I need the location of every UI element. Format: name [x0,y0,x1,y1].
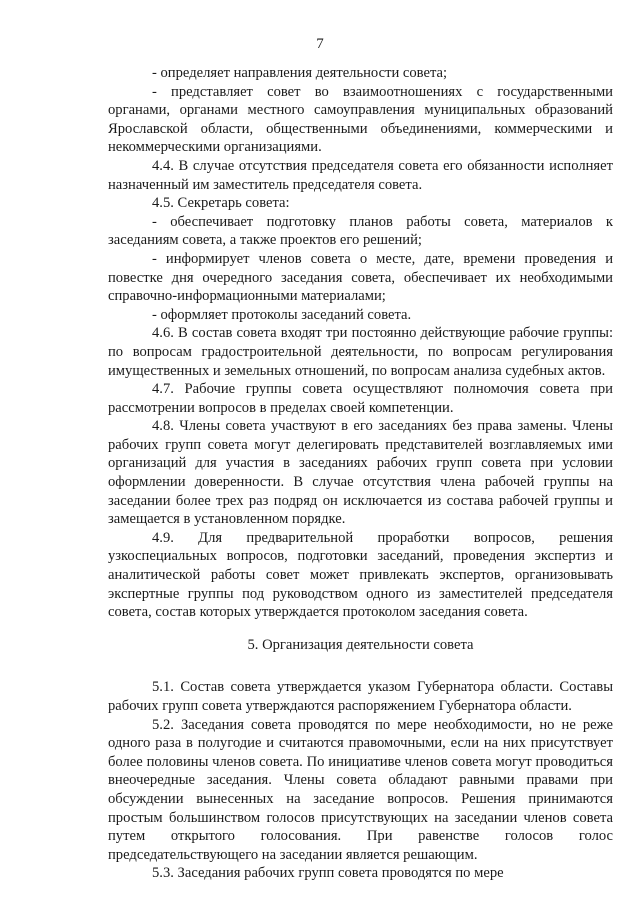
paragraph-4-8: 4.8. Члены совета участвуют в его заседаниях без права замены. Члены рабочих групп совета могут делегировать представителей возглавляемых ими организаций для участия в заседаниях рабочих групп совета при условии оформлении доверенности. В случае отсутствия члена рабочей группы на заседании более трех раз подряд он исключается из состава рабочей группы и замещается в установленном порядке. [108,418,613,528]
paragraph-role-directions: - определяет направления деятельности совета; [152,65,448,81]
paragraph-4-9: 4.9. Для предварительной проработки вопросов, решения узкоспециальных вопросов, подготовки заседаний, проведения экспертиз и аналитической работы совет может привлекать экспертов, организовывать экспертные группы под руководством одного из заместителей председателя совета, состав которых утверждается протоколом заседания совета. [108,529,613,621]
paragraph-5-1: 5.1. Состав совета утверждается указом Губернатора области. Составы рабочих групп совета утверждаются распоряжением Губернатора области. [108,679,613,714]
paragraph-4-6: 4.6. В состав совета входят три постоянно действующие рабочие группы: по вопросам градостроительной деятельности, по вопросам регулирования имущественных и земельных отношений, по вопросам анализа судебных актов. [108,325,613,379]
paragraph-5-2: 5.2. Заседания совета проводятся по мере необходимости, но не реже одного раза в полугодие и считаются правомочными, если на них присутствует более половины членов совета. По инициативе членов совета могут проводиться внеочередные заседания. Члены совета обладают равными правами при обсуждении вынесенных на заседание вопросов. Решения принимаются простым большинством голосов присутствующих на заседании членов совета путем открытого голосования. При равенстве голосов голос председательствующего на заседании является решающим. [108,716,613,863]
paragraph-5-3: 5.3. Заседания рабочих групп совета проводятся по мере [152,865,504,882]
paragraph-4-4: 4.4. В случае отсутствия председателя совета его обязанности исполняет назначенный им заместитель председателя совета. [108,157,613,193]
page-number: 7 [316,36,324,52]
paragraph-4-7: 4.7. Рабочие группы совета осуществляют полномочия совета при рассмотрении вопросов в пределах своей компетенции. [108,381,613,416]
document-body [108,64,613,883]
paragraph-secretary-protocols: - оформляет протоколы заседаний совета. [152,306,412,323]
paragraph-role-represents: - представляет совет во взаимоотношениях с государственными органами, органами местного самоуправления муниципальных образований Ярославской области, общественными объединениями, коммерческими и некоммерческими организациями. [108,83,613,156]
section-heading: 5. Организация деятельности совета [247,636,474,653]
paragraph-4-5: 4.5. Секретарь совета: [152,195,290,212]
paragraph-secretary-plans: - обеспечивает подготовку планов работы совета, материалов к заседаниям совета, а также проектов его решений; [108,213,613,249]
paragraph-secretary-informs: - информирует членов совета о месте, дате, времени проведения и повестке дня очередного заседания совета, обеспечивает их необходимыми справочно-информационными материалами; [108,250,613,305]
